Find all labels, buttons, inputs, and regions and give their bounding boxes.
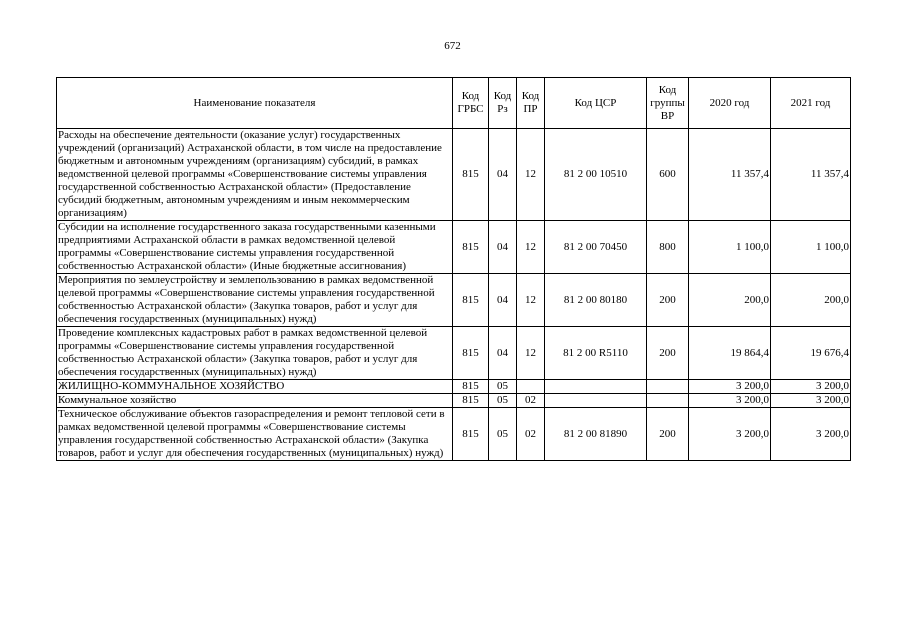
code-pr: 02: [517, 408, 545, 461]
table-row: [57, 274, 851, 327]
code-csr: [545, 394, 647, 408]
amount-2021: 11 357,4: [771, 129, 851, 221]
code-vr: [647, 380, 689, 394]
table-row: [57, 408, 851, 461]
code-grbs: 815: [453, 221, 489, 274]
code-csr: [545, 380, 647, 394]
code-csr: 81 2 00 70450: [545, 221, 647, 274]
code-vr: 200: [647, 327, 689, 380]
code-pr: [517, 380, 545, 394]
indicator-name: Техническое обслуживание объектов газораспределения и ремонт тепловой сети в рамках ведомственной целевой программы «Совершенствование системы управления государственной собственностью Астраханской области» (Закупка товаров, работ и услуг для обеспечения государственных (муниципальных) нужд): [57, 408, 453, 461]
code-grbs: 815: [453, 394, 489, 408]
code-grbs: 815: [453, 408, 489, 461]
table-row: [57, 380, 851, 394]
code-rz: 05: [489, 394, 517, 408]
code-vr: 200: [647, 408, 689, 461]
code-grbs: 815: [453, 129, 489, 221]
page-number: 672: [444, 40, 461, 52]
indicator-name: ЖИЛИЩНО-КОММУНАЛЬНОЕ ХОЗЯЙСТВО: [57, 380, 453, 394]
code-vr: [647, 394, 689, 408]
column-header-2020: 2020 год: [689, 78, 771, 129]
column-header-vr: Код группы ВР: [647, 78, 689, 129]
code-grbs: 815: [453, 327, 489, 380]
code-rz: 05: [489, 408, 517, 461]
indicator-name: Коммунальное хозяйство: [57, 394, 453, 408]
column-header-name: Наименование показателя: [57, 78, 453, 129]
code-rz: 04: [489, 221, 517, 274]
table-row: [57, 129, 851, 221]
code-csr: 81 2 00 81890: [545, 408, 647, 461]
table-row: [57, 221, 851, 274]
budget-table: [56, 77, 851, 461]
code-vr: 600: [647, 129, 689, 221]
code-rz: 04: [489, 274, 517, 327]
column-header-csr: Код ЦСР: [545, 78, 647, 129]
code-pr: 12: [517, 129, 545, 221]
indicator-name: Субсидии на исполнение государственного заказа государственными казенными предприятиями Астраханской области в рамках ведомственной целевой программы «Совершенствование системы управления государственной собственностью Астраханской области» (Иные бюджетные ассигнования): [57, 221, 453, 274]
code-vr: 200: [647, 274, 689, 327]
column-header-rz: Код Рз: [489, 78, 517, 129]
amount-2021: 3 200,0: [771, 394, 851, 408]
amount-2020: 200,0: [689, 274, 771, 327]
indicator-name: Мероприятия по землеустройству и землепользованию в рамках ведомственной целевой программы «Совершенствование системы управления государственной собственностью Астраханской области» (Закупка товаров, работ и услуг для обеспечения государственных (муниципальных) нужд): [57, 274, 453, 327]
amount-2021: 200,0: [771, 274, 851, 327]
column-header-pr: Код ПР: [517, 78, 545, 129]
code-grbs: 815: [453, 274, 489, 327]
code-csr: 81 2 00 R5110: [545, 327, 647, 380]
code-rz: 04: [489, 129, 517, 221]
amount-2021: 3 200,0: [771, 408, 851, 461]
header-row: [57, 78, 851, 129]
code-grbs: 815: [453, 380, 489, 394]
amount-2020: 3 200,0: [689, 380, 771, 394]
code-pr: 12: [517, 221, 545, 274]
amount-2020: 11 357,4: [689, 129, 771, 221]
code-rz: 04: [489, 327, 517, 380]
code-pr: 12: [517, 327, 545, 380]
code-rz: 05: [489, 380, 517, 394]
amount-2021: 1 100,0: [771, 221, 851, 274]
amount-2020: 19 864,4: [689, 327, 771, 380]
code-csr: 81 2 00 80180: [545, 274, 647, 327]
amount-2021: 3 200,0: [771, 380, 851, 394]
code-csr: 81 2 00 10510: [545, 129, 647, 221]
code-pr: 12: [517, 274, 545, 327]
code-pr: 02: [517, 394, 545, 408]
column-header-grbs: Код ГРБС: [453, 78, 489, 129]
table-row: [57, 394, 851, 408]
amount-2020: 3 200,0: [689, 394, 771, 408]
table-row: [57, 327, 851, 380]
code-vr: 800: [647, 221, 689, 274]
amount-2020: 3 200,0: [689, 408, 771, 461]
indicator-name: Расходы на обеспечение деятельности (оказание услуг) государственных учреждений (организаций) Астраханской области, в том числе на предоставление бюджетным и автономным учреждениям (организациям) субсидий, в рамках ведомственной целевой программы «Совершенствование системы управления государственной собственностью Астраханской области» (Предоставление субсидий бюджетным, автономным учреждениям и иным некоммерческим организациям): [57, 129, 453, 221]
amount-2020: 1 100,0: [689, 221, 771, 274]
column-header-2021: 2021 год: [771, 78, 851, 129]
indicator-name: Проведение комплексных кадастровых работ в рамках ведомственной целевой программы «Совершенствование системы управления государственной собственностью Астраханской области» (Закупка товаров, работ и услуг для обеспечения государственных (муниципальных) нужд): [57, 327, 453, 380]
amount-2021: 19 676,4: [771, 327, 851, 380]
